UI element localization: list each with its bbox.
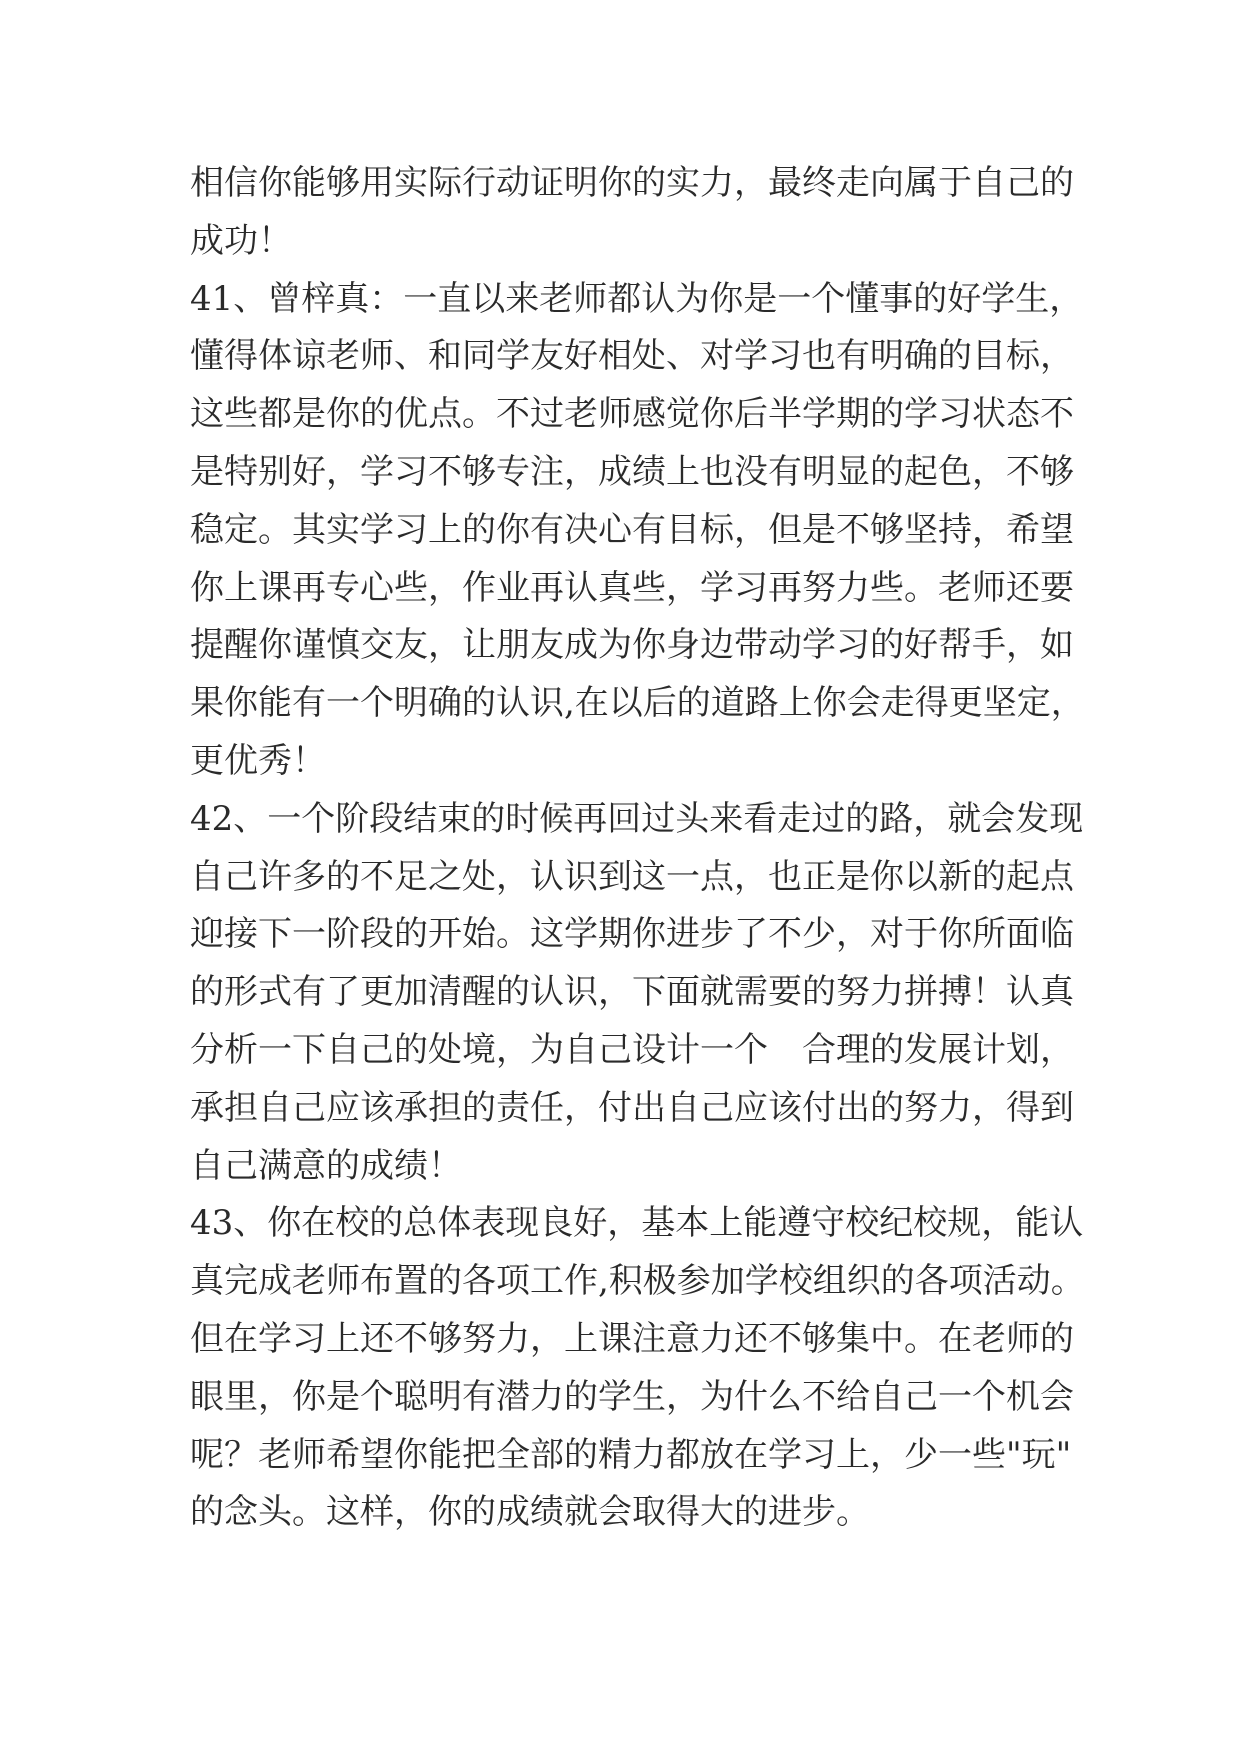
text-line: 41、曾梓真：一直以来老师都认为你是一个懂事的好学生， xyxy=(190,278,1084,319)
text-line: 眼里，你是个聪明有潜力的学生，为什么不给自己一个机会 xyxy=(190,1376,1074,1417)
text-line: 是特别好，学习不够专注，成绩上也没有明显的起色，不够 xyxy=(190,451,1074,492)
text-line: 分析一下自己的处境，为自己设计一个 合理的发展计划， xyxy=(190,1029,1074,1070)
text-line: 的念头。这样，你的成绩就会取得大的进步。 xyxy=(190,1492,870,1533)
text-line: 承担自己应该承担的责任，付出自己应该付出的努力，得到 xyxy=(190,1087,1074,1128)
document-body xyxy=(190,155,1085,1542)
text-line: 这些都是你的优点。不过老师感觉你后半学期的学习状态不 xyxy=(190,394,1074,435)
text-line: 果你能有一个明确的认识,在以后的道路上你会走得更坚定， xyxy=(190,683,1085,724)
text-line: 成功！ xyxy=(190,220,292,261)
text-line: 42、一个阶段结束的时候再回过头来看走过的路，就会发现 xyxy=(190,798,1084,839)
text-line: 自己许多的不足之处，认识到这一点，也正是你以新的起点 xyxy=(190,856,1074,897)
text-line: 稳定。其实学习上的你有决心有目标，但是不够坚持，希望 xyxy=(190,509,1074,550)
text-line: 呢？老师希望你能把全部的精力都放在学习上，少一些"玩" xyxy=(190,1434,1072,1475)
text-line: 提醒你谨慎交友，让朋友成为你身边带动学习的好帮手，如 xyxy=(190,625,1074,666)
text-line: 你上课再专心些，作业再认真些，学习再努力些。老师还要 xyxy=(190,567,1074,608)
text-line: 懂得体谅老师、和同学友好相处、对学习也有明确的目标， xyxy=(190,336,1074,377)
text-line: 43、你在校的总体表现良好，基本上能遵守校纪校规，能认 xyxy=(190,1203,1084,1244)
text-line: 迎接下一阶段的开始。这学期你进步了不少，对于你所面临 xyxy=(190,914,1074,955)
text-line: 更优秀！ xyxy=(190,740,326,781)
text-line: 真完成老师布置的各项工作,积极参加学校组织的各项活动。 xyxy=(190,1261,1085,1302)
text-line: 自己满意的成绩！ xyxy=(190,1145,462,1186)
text-line: 的形式有了更加清醒的认识，下面就需要的努力拼搏！认真 xyxy=(190,972,1074,1013)
text-line: 但在学习上还不够努力，上课注意力还不够集中。在老师的 xyxy=(190,1318,1074,1359)
text-line: 相信你能够用实际行动证明你的实力，最终走向属于自己的 xyxy=(190,163,1074,203)
